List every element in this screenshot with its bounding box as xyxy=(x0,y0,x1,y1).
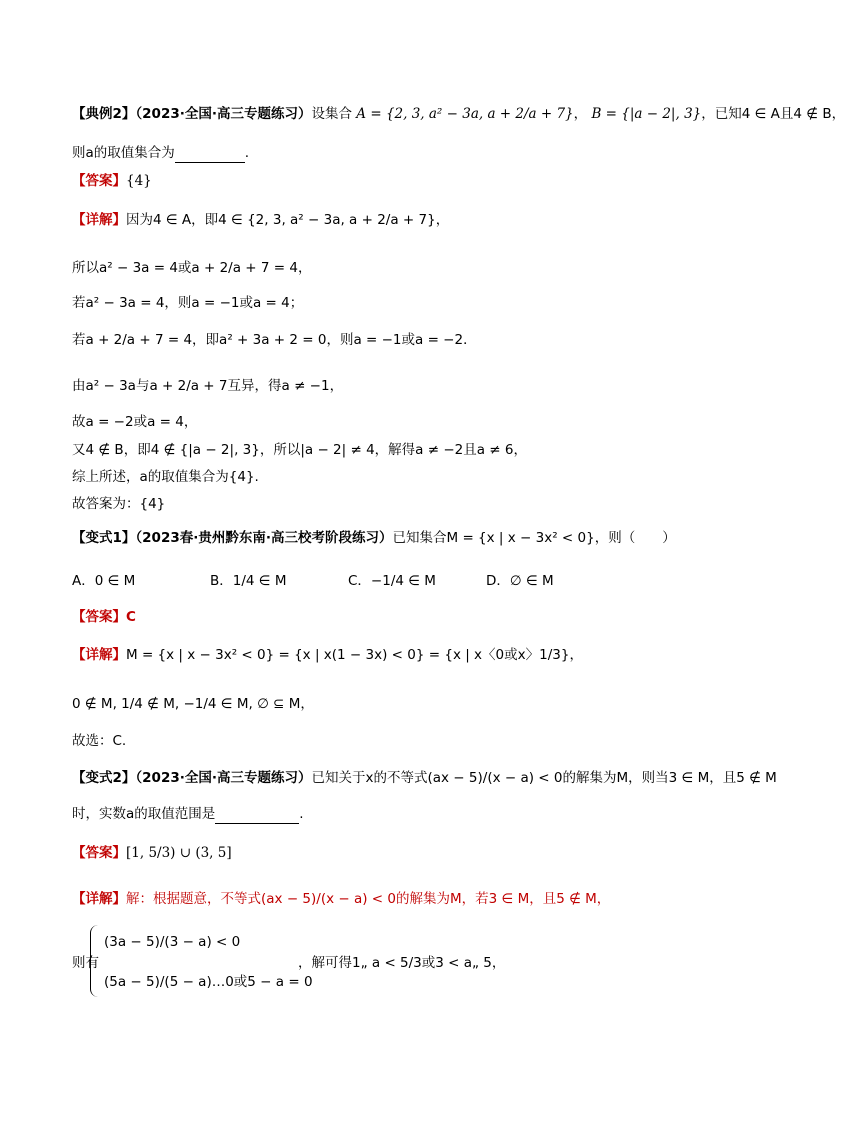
example2-source: （2023·全国·高三专题练习） xyxy=(135,106,312,122)
variant2-answer xyxy=(72,843,734,863)
variant1-source: （2023春·贵州黔东南·高三校考阶段练习） xyxy=(135,530,393,546)
variant1-detail-3 xyxy=(72,731,734,751)
detail-line: 0 ∉ M, 1/4 ∉ M, −1/4 ∈ M, ∅ ⊆ M， xyxy=(72,696,314,712)
variant1-text: 已知集合M = {x | x − 3x² < 0}，则（ ） xyxy=(392,530,676,546)
example2-answer xyxy=(72,171,734,191)
variant2-question xyxy=(72,768,777,788)
detail-line: 故a = −2或a = 4， xyxy=(72,414,198,430)
variant1-answer xyxy=(72,607,734,627)
variant2-text: 已知关于x的不等式(ax − 5)/(x − a) < 0的解集为M，则当3 ∈ M，且5 ∉ M xyxy=(311,770,777,786)
system-brace xyxy=(90,925,99,997)
detail-line: 所以a² − 3a = 4或a + 2/a + 7 = 4， xyxy=(72,260,312,276)
detail-tag: 【详解】 xyxy=(72,891,126,907)
answer-value: C xyxy=(126,609,136,625)
set-A-definition: A = {2, 3, a² − 3a, a + 2/a + 7} xyxy=(356,106,574,122)
detail-line: 若a² − 3a = 4，则a = −1或a = 4； xyxy=(72,295,304,311)
answer-value: [1, 5/3) ∪ (3, 5] xyxy=(126,845,232,861)
variant1-question xyxy=(72,528,734,548)
answer-tag: 【答案】 xyxy=(72,609,126,625)
answer-tag: 【答案】 xyxy=(72,845,126,861)
system-eq-2: (5a − 5)/(5 − a)…0或5 − a = 0 xyxy=(104,974,313,990)
answer-blank xyxy=(175,146,245,163)
example2-detail-8 xyxy=(72,467,734,487)
detail-line: M = {x | x − 3x² < 0} = {x | x(1 − 3x) < 0} = {x | x〈0或x〉1/3}， xyxy=(126,647,583,663)
variant2-tag: 【变式2】 xyxy=(72,770,136,786)
example2-text2: 已知4 ∈ A且4 ∉ B， xyxy=(714,106,845,122)
variant1-tag: 【变式1】 xyxy=(72,530,136,546)
example2-line2: 则a的取值集合为 xyxy=(72,145,175,161)
variant1-detail-2 xyxy=(72,694,734,714)
variant1-detail-1 xyxy=(72,645,734,665)
option-b: B．1/4 ∈ M xyxy=(210,573,287,589)
detail-tag: 【详解】 xyxy=(72,647,126,663)
answer-blank xyxy=(215,807,299,824)
example2-detail-6 xyxy=(72,412,734,432)
variant2-question-line2 xyxy=(72,804,734,824)
detail-line: 又4 ∉ B，即4 ∉ {|a − 2|, 3}，所以|a − 2| ≠ 4，解得a ≠ −2且a ≠ 6， xyxy=(72,442,527,458)
detail-line: 由a² − 3a与a + 2/a + 7互异，得a ≠ −1， xyxy=(72,378,344,394)
detail-line: 故选：C. xyxy=(72,733,127,749)
answer-value: {4} xyxy=(126,173,152,189)
option-c: C．−1/4 ∈ M xyxy=(348,573,436,589)
detail-line: 若a + 2/a + 7 = 4，即a² + 3a + 2 = 0，则a = −1或a = −2． xyxy=(72,332,477,348)
detail-line: 故答案为：{4} xyxy=(72,496,166,512)
period: . xyxy=(299,806,304,822)
example2-text1: 设集合 xyxy=(311,106,352,122)
answer-tag: 【答案】 xyxy=(72,173,126,189)
variant2-line2: 时，实数a的取值范围是 xyxy=(72,806,216,822)
set-B-definition: B = {|a − 2|, 3} xyxy=(591,106,702,122)
detail-tag: 【详解】 xyxy=(72,212,126,228)
example2-detail-7 xyxy=(72,440,734,460)
example2-detail-4 xyxy=(72,330,734,350)
period: . xyxy=(244,145,250,161)
variant2-detail-1 xyxy=(72,889,734,909)
example2-detail-1 xyxy=(72,210,734,230)
detail-line: 解：根据题意，不等式(ax − 5)/(x − a) < 0的解集为M，若3 ∈ M，且5 ∉ M， xyxy=(126,891,611,907)
example2-detail-9 xyxy=(72,494,734,514)
option-d: D．∅ ∈ M xyxy=(486,573,554,589)
option-a: A．0 ∈ M xyxy=(72,573,136,589)
example2-detail-5 xyxy=(72,376,734,396)
example2-question: 【典例2】（2023·全国·高三专题练习）设集合 A = {2, 3, a² − 3a, a + 2/a + 7}， B = {|a − 2|, 3}，已知4 ∈ A且4 ∉ B， xyxy=(72,106,845,122)
example2-detail-2 xyxy=(72,258,734,278)
system-eq-1: (3a − 5)/(3 − a) < 0 xyxy=(104,934,241,950)
example2-tag: 【典例2】 xyxy=(72,106,136,122)
variant2-detail-2-prefix: 则有 xyxy=(72,955,99,971)
detail-line: 综上所述，a的取值集合为{4}. xyxy=(72,469,259,485)
variant2-source: （2023·全国·高三专题练习） xyxy=(135,770,312,786)
example2-detail-3 xyxy=(72,293,734,313)
detail-line: 因为4 ∈ A，即4 ∈ {2, 3, a² − 3a, a + 2/a + 7}， xyxy=(126,212,450,228)
variant2-detail-2-suffix: ，解可得1„ a < 5/3或3 < a„ 5， xyxy=(298,955,506,971)
example2-question-line2 xyxy=(72,143,734,163)
